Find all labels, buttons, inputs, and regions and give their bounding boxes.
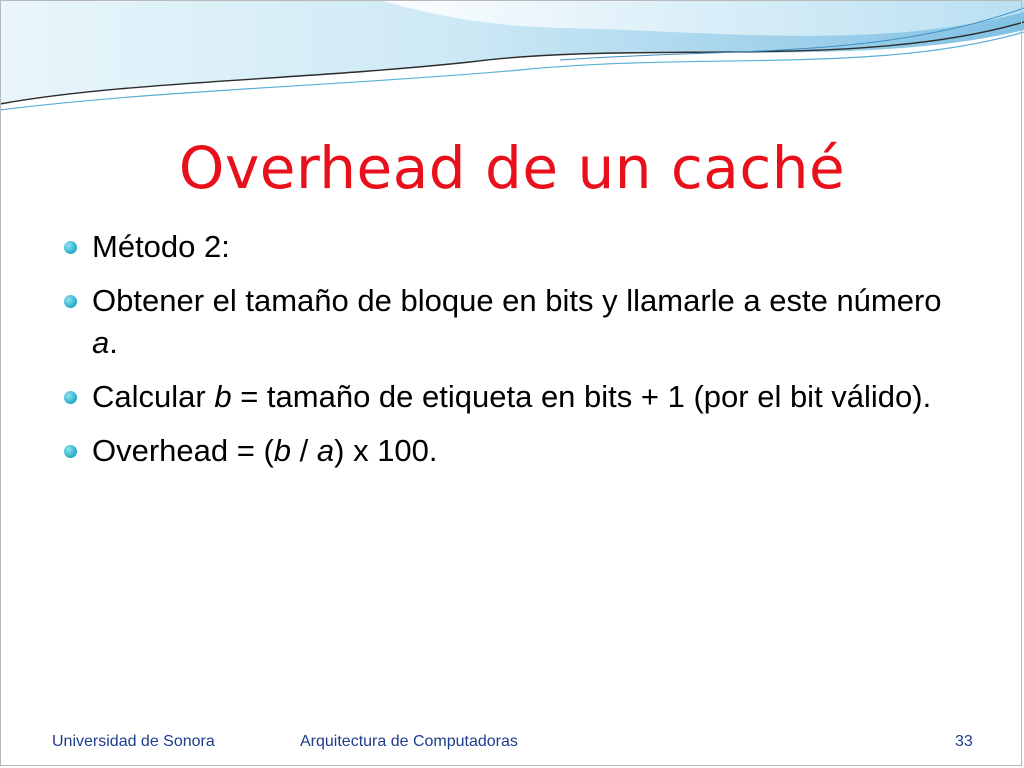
slide-title: Overhead de un caché (178, 134, 846, 202)
bullet-item (62, 280, 942, 364)
teal-disc-icon (64, 241, 77, 254)
bullet-item (62, 376, 942, 418)
teal-disc-icon (64, 391, 77, 404)
bullet-text: Calcular b = tamaño de etiqueta en bits + 1 (por el bit válido). (92, 379, 932, 414)
bullet-list (62, 226, 942, 484)
page-number: 33 (955, 733, 973, 750)
bullet-text: Obtener el tamaño de bloque en bits y llamarle a este número a. (92, 283, 942, 360)
bullet-text: Método 2: (92, 229, 230, 264)
teal-disc-icon (64, 295, 77, 308)
footer-course: Arquitectura de Computadoras (300, 733, 518, 750)
bullet-item (62, 226, 942, 268)
bullet-item (62, 430, 942, 472)
bullet-text: Overhead = (b / a) x 100. (92, 433, 438, 468)
footer-university: Universidad de Sonora (52, 733, 215, 750)
header-wave-decoration (0, 0, 1024, 120)
teal-disc-icon (64, 445, 77, 458)
